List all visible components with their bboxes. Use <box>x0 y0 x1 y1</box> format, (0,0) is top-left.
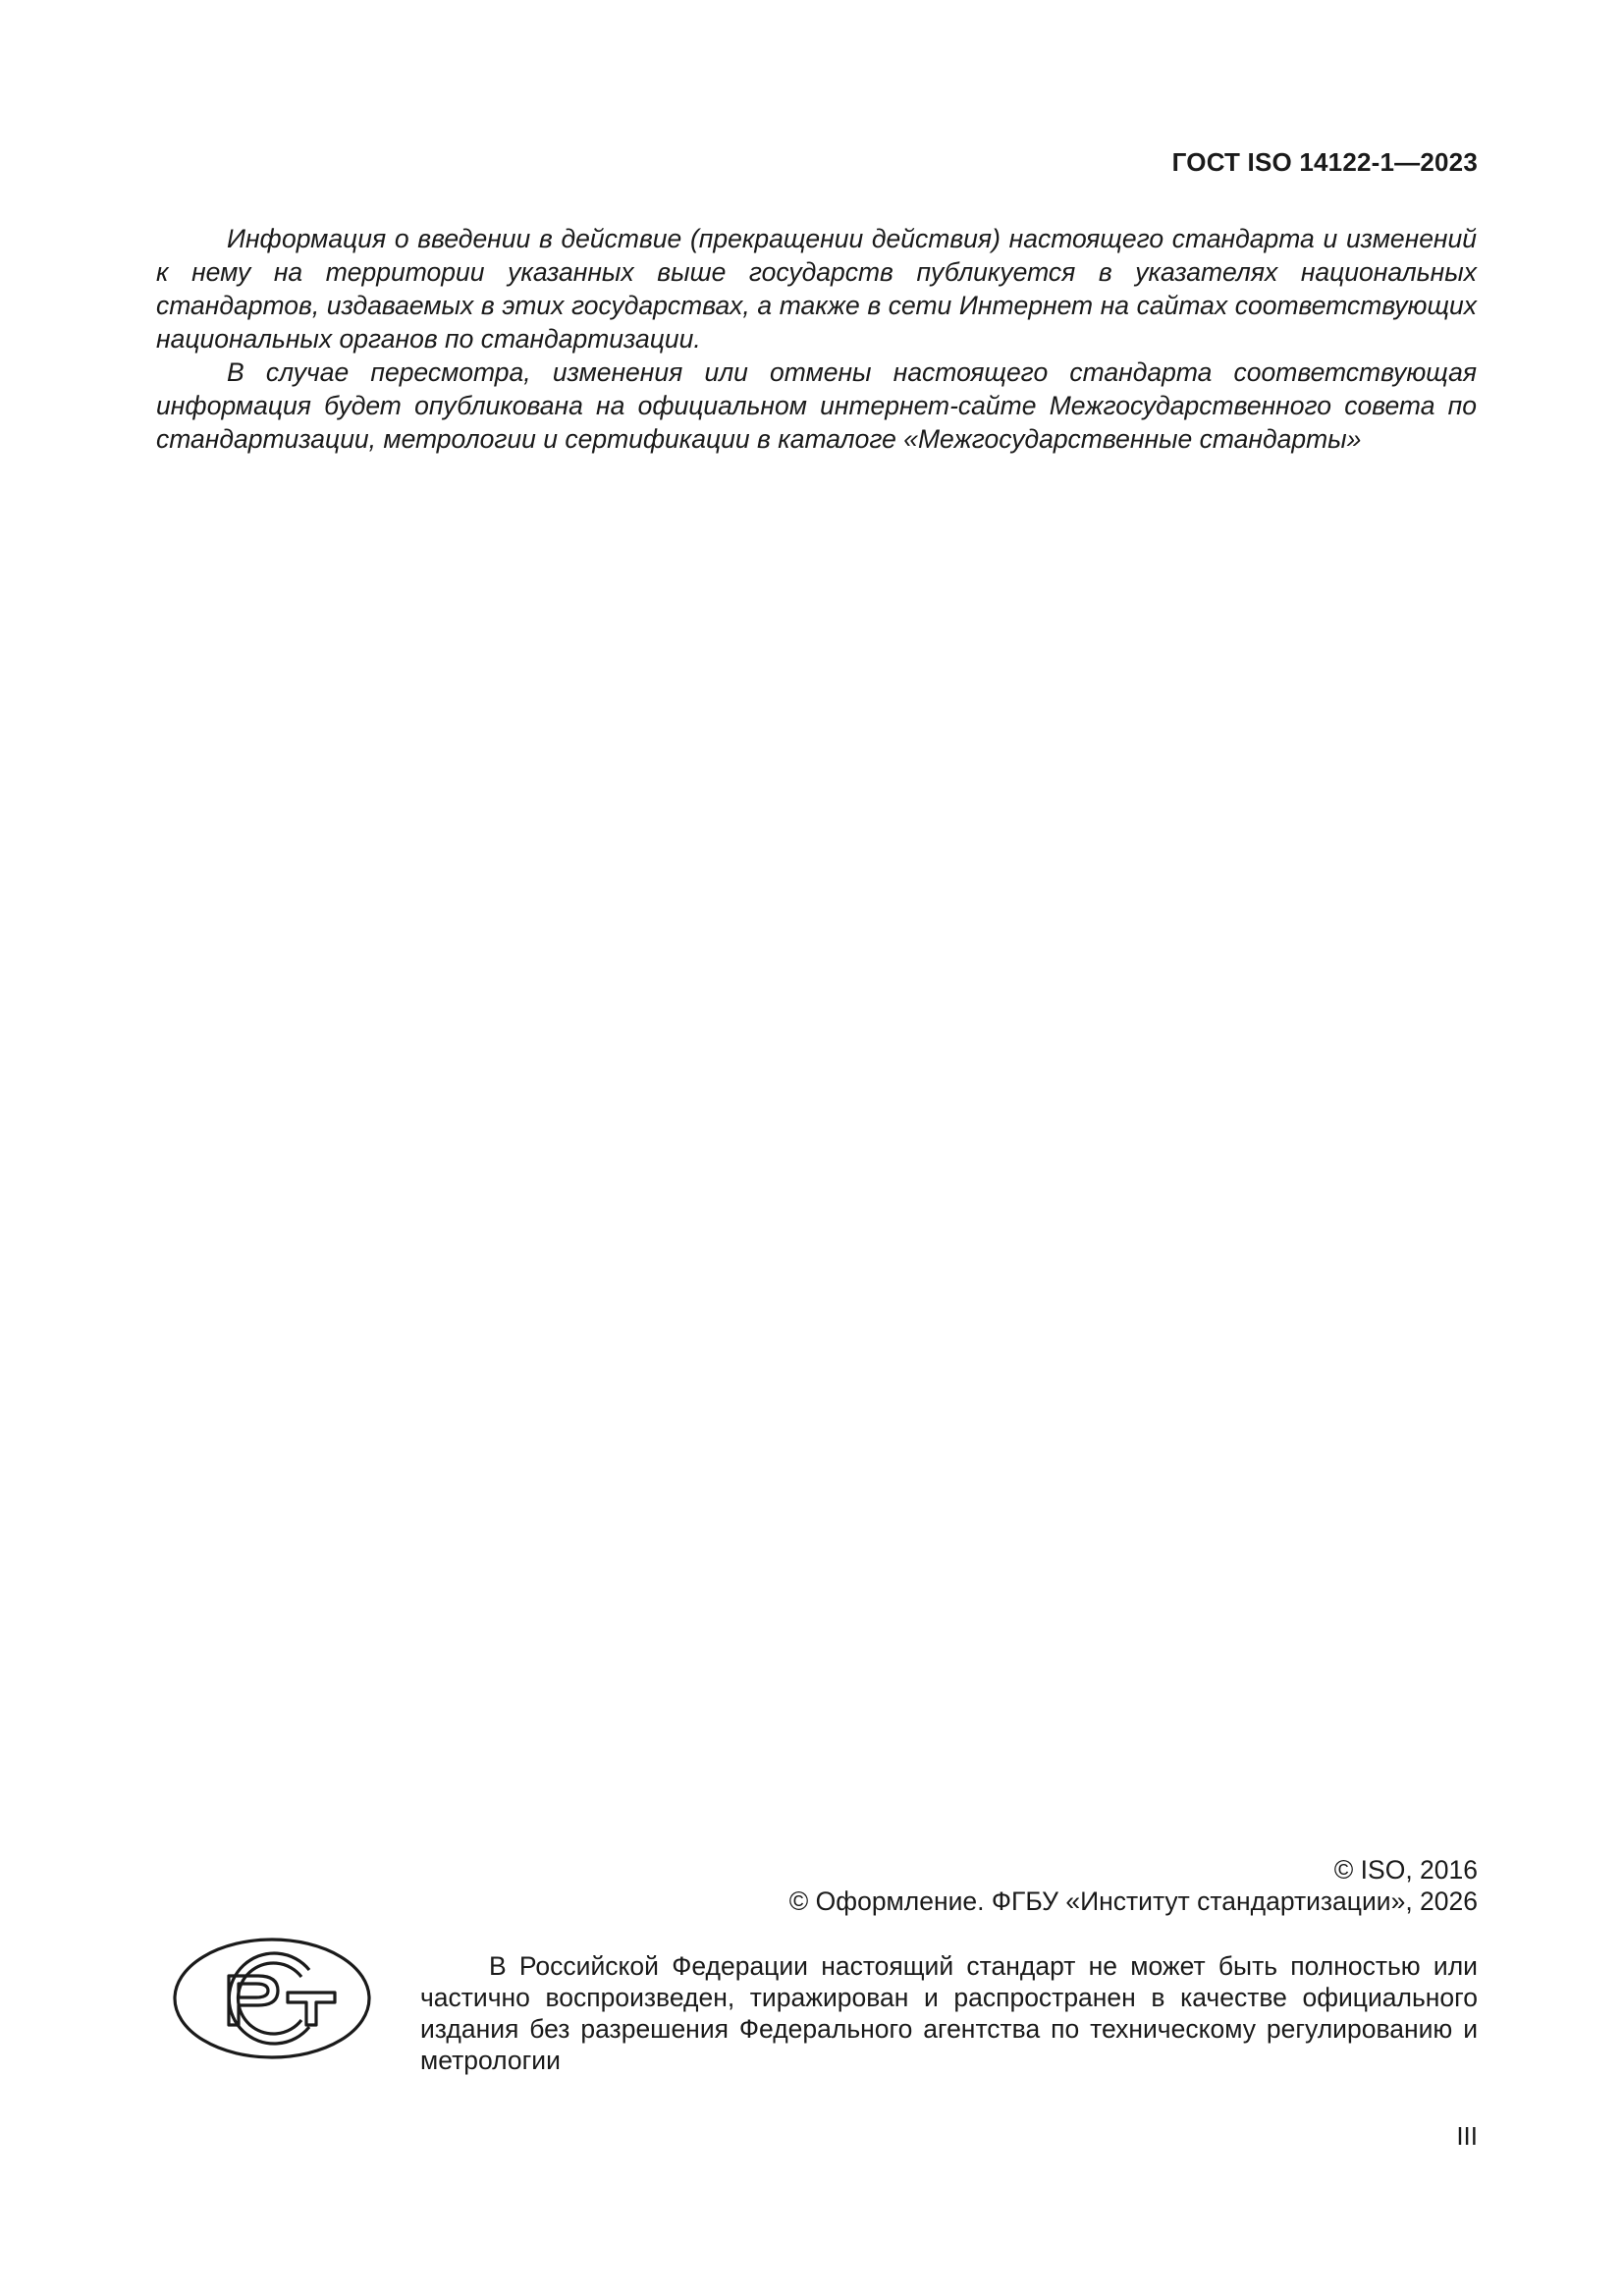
standard-code-header: ГОСТ ISO 14122-1—2023 <box>1171 147 1478 177</box>
page-number: III <box>1456 2121 1478 2151</box>
reproduction-notice: В Российской Федерации настоящий стандарт не может быть полностью или частично воспроизведен, тиражирован и распространен в качестве официального издания без разрешения Федерального агентства по техническому регулированию и метрологии <box>420 1951 1478 2075</box>
pst-certification-mark-icon <box>172 1937 372 2060</box>
copyright-iso-line: © ISO, 2016 <box>1333 1855 1478 1885</box>
copyright-block <box>789 1854 1478 1917</box>
copyright-design-line: © Оформление. ФГБУ «Институт стандартизации», 2026 <box>788 1886 1478 1916</box>
intro-paragraph-1: Информация о введении в действие (прекращении действия) настоящего стандарта и изменений к нему на территории указанных выше государств публикуется в указателях национальных стандартов, издаваемых в этих государствах, а также в сети Интернет на сайтах соответствующих национальных органов по стандартизации. <box>156 224 1477 354</box>
intro-section <box>156 222 1477 456</box>
intro-paragraph-2: В случае пересмотра, изменения или отмены настоящего стандарта соответствующая информация будет опубликована на официальном интернет-сайте Межгосударственного совета по стандартизации, метрологии и сертификации в каталоге «Межгосударственные стандарты» <box>156 357 1477 454</box>
